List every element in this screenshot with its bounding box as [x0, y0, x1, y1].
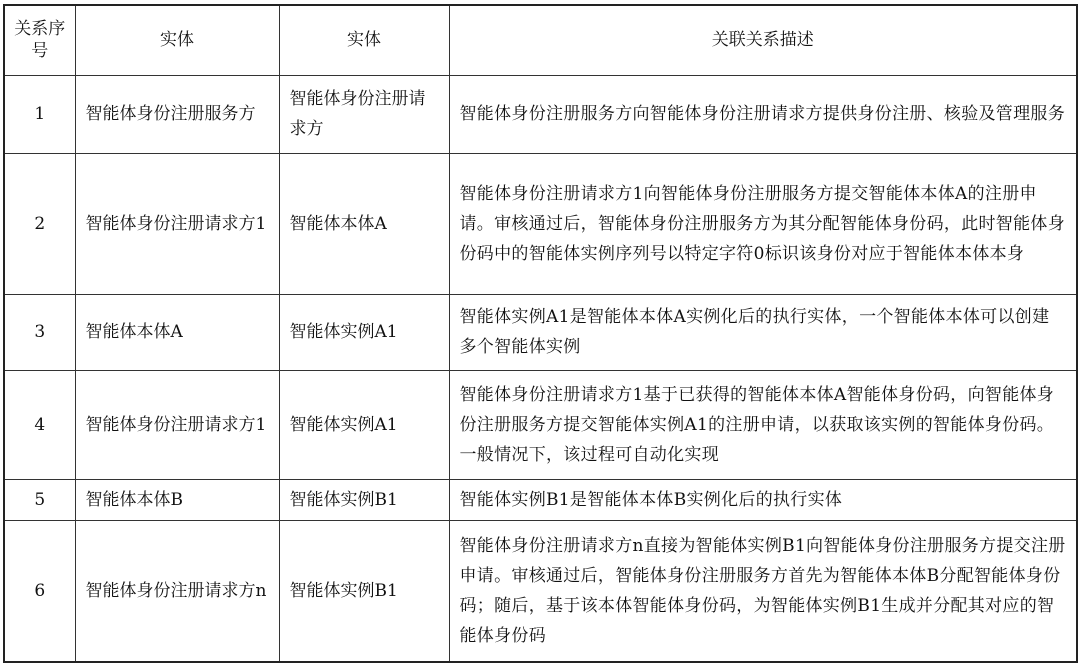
table-row	[4, 153, 1077, 295]
row-description: 智能体实例A1是智能体本体A实例化后的执行实体，一个智能体本体可以创建多个智能体实例	[449, 295, 1077, 370]
row-number: 5	[4, 479, 75, 520]
row-number: 3	[4, 295, 75, 370]
row-entity-2: 智能体本体A	[279, 153, 449, 295]
table-row	[4, 520, 1077, 662]
row-entity-2: 智能体实例B1	[279, 479, 449, 520]
header-seq: 关系序号	[4, 5, 75, 75]
row-entity-1: 智能体身份注册请求方1	[75, 370, 279, 479]
row-description: 智能体身份注册服务方向智能体身份注册请求方提供身份注册、核验及管理服务	[449, 75, 1077, 153]
header-entity-1: 实体	[75, 5, 279, 75]
relation-table	[3, 4, 1078, 663]
row-description: 智能体身份注册请求方1向智能体身份注册服务方提交智能体本体A的注册申请。审核通过后，智能体身份注册服务方为其分配智能体身份码，此时智能体身份码中的智能体实例序列号以特定字符0标识该身份对应于智能体本体本身	[449, 153, 1077, 295]
header-description: 关联关系描述	[449, 5, 1077, 75]
table-row	[4, 479, 1077, 520]
row-entity-1: 智能体身份注册请求方n	[75, 520, 279, 662]
table-row	[4, 75, 1077, 153]
row-description: 智能体实例B1是智能体本体B实例化后的执行实体	[449, 479, 1077, 520]
table-row	[4, 295, 1077, 370]
row-description: 智能体身份注册请求方1基于已获得的智能体本体A智能体身份码，向智能体身份注册服务方提交智能体实例A1的注册申请，以获取该实例的智能体身份码。一般情况下，该过程可自动化实现	[449, 370, 1077, 479]
table-header-row	[4, 5, 1077, 75]
row-entity-1: 智能体本体B	[75, 479, 279, 520]
row-entity-2: 智能体实例A1	[279, 370, 449, 479]
row-entity-1: 智能体本体A	[75, 295, 279, 370]
table-row	[4, 370, 1077, 479]
row-number: 4	[4, 370, 75, 479]
row-number: 1	[4, 75, 75, 153]
row-entity-1: 智能体身份注册请求方1	[75, 153, 279, 295]
row-entity-2: 智能体身份注册请求方	[279, 75, 449, 153]
row-number: 2	[4, 153, 75, 295]
row-entity-1: 智能体身份注册服务方	[75, 75, 279, 153]
row-description: 智能体身份注册请求方n直接为智能体实例B1向智能体身份注册服务方提交注册申请。审核通过后，智能体身份注册服务方首先为智能体本体B分配智能体身份码；随后，基于该本体智能体身份码，为智能体实例B1生成并分配其对应的智能体身份码	[449, 520, 1077, 662]
row-entity-2: 智能体实例B1	[279, 520, 449, 662]
relation-table-container	[3, 4, 1076, 663]
row-entity-2: 智能体实例A1	[279, 295, 449, 370]
header-entity-2: 实体	[279, 5, 449, 75]
row-number: 6	[4, 520, 75, 662]
